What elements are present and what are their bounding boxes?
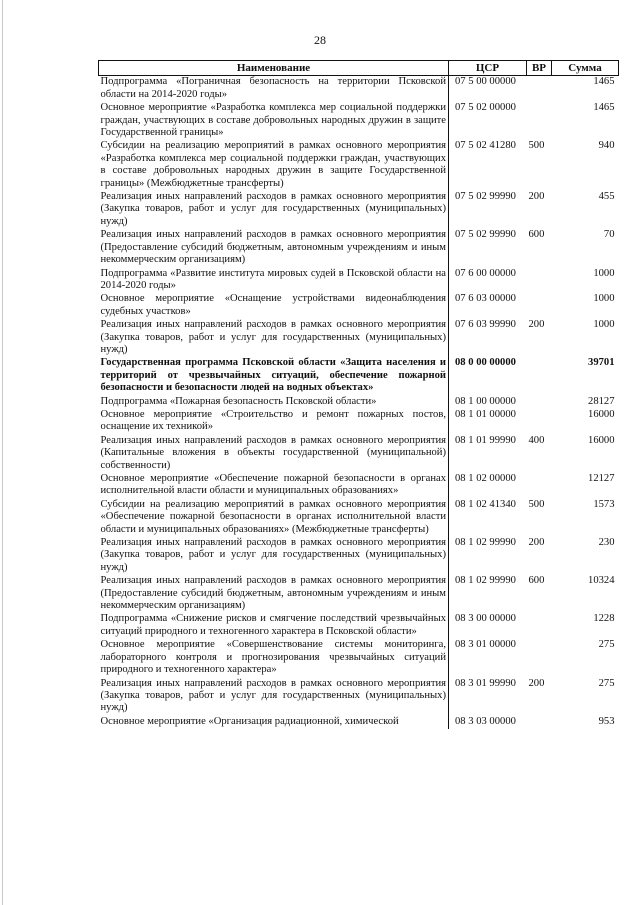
row-sum: 455	[598, 191, 615, 203]
table-row	[99, 499, 619, 537]
row-sum: 275	[598, 639, 615, 651]
row-name: Реализация иных направлений расходов в рамках основного мероприятия (Предоставление субсидий бюджетным, автономным учреждениям и иным некоммерческим организациям)	[99, 575, 449, 613]
header-csr: ЦСР	[449, 61, 527, 76]
row-vr	[527, 102, 552, 140]
row-sum: 953	[598, 715, 615, 727]
row-name: Основное мероприятие «Разработка комплекса мер социальной поддержки граждан, участвующих в составе добровольных народных дружин в защите Государственной границы»	[99, 102, 449, 140]
table-row	[99, 716, 619, 729]
table-row	[99, 678, 619, 716]
row-name: Подпрограмма «Снижение рисков и смягчение последствий чрезвычайных ситуаций природного и техногенного характера в Псковской области»	[99, 613, 449, 639]
table-row	[99, 229, 619, 267]
row-vr	[527, 409, 552, 435]
row-csr: 08 3 00 00000	[455, 613, 516, 625]
table-row	[99, 435, 619, 473]
row-sum: 1000	[593, 267, 615, 279]
row-name: Реализация иных направлений расходов в рамках основного мероприятия (Закупка товаров, работ и услуг для государственных (муниципальных) нужд)	[99, 678, 449, 716]
row-csr: 08 1 02 41340	[455, 498, 516, 510]
table-row	[99, 613, 619, 639]
row-vr	[527, 613, 552, 639]
row-csr: 08 0 00 00000	[455, 357, 516, 369]
header-vr: ВР	[527, 61, 552, 76]
row-name: Подпрограмма «Пожарная безопасность Псковской области»	[99, 396, 449, 409]
scan-left-edge	[2, 0, 3, 905]
header-name: Наименование	[99, 61, 449, 76]
row-vr	[527, 396, 552, 409]
table-row	[99, 268, 619, 294]
row-sum: 1228	[593, 613, 615, 625]
row-vr	[527, 639, 552, 677]
row-vr	[527, 473, 552, 499]
row-name: Основное мероприятие «Совершенствование системы мониторинга, лабораторного контроля и прогнозирования чрезвычайных ситуаций природного и техногенного характера»	[99, 639, 449, 677]
row-vr: 200	[528, 191, 545, 203]
row-csr: 08 1 01 99990	[455, 434, 516, 446]
row-sum: 1000	[593, 293, 615, 305]
row-sum: 39701	[588, 357, 615, 369]
table-row	[99, 191, 619, 229]
table-row	[99, 319, 619, 357]
row-name: Подпрограмма «Развитие института мировых судей в Псковской области на 2014-2020 годы»	[99, 268, 449, 294]
row-name: Реализация иных направлений расходов в рамках основного мероприятия (Закупка товаров, работ и услуг для государственных (муниципальных) нужд)	[99, 537, 449, 575]
row-csr: 07 5 02 00000	[455, 102, 516, 114]
row-name: Субсидии на реализацию мероприятий в рамках основного мероприятия «Разработка комплекса мер социальной поддержки граждан, участвующих в составе добровольных народных дружин в защите Государственной границы» (Межбюджетные трансферты)	[99, 140, 449, 191]
row-csr: 08 1 02 99990	[455, 537, 516, 549]
row-vr: 600	[528, 575, 545, 587]
row-name: Государственная программа Псковской области «Защита населения и территорий от чрезвычайных ситуаций, обеспечение пожарной безопасности и безопасности людей на водных объектах»	[99, 357, 449, 395]
row-name: Основное мероприятие «Строительство и ремонт пожарных постов, оснащение их техникой»	[99, 409, 449, 435]
row-sum: 940	[598, 140, 615, 152]
row-sum: 1000	[593, 319, 615, 331]
table-row	[99, 396, 619, 409]
row-sum: 1465	[593, 102, 615, 114]
table-row	[99, 575, 619, 613]
row-csr: 08 1 02 00000	[455, 473, 516, 484]
row-name: Реализация иных направлений расходов в рамках основного мероприятия (Закупка товаров, работ и услуг для государственных (муниципальных) нужд)	[99, 191, 449, 229]
row-vr	[527, 357, 552, 395]
row-name: Реализация иных направлений расходов в рамках основного мероприятия (Закупка товаров, работ и услуг для государственных (муниципальных) нужд)	[99, 319, 449, 357]
row-vr	[527, 716, 552, 729]
row-sum: 275	[598, 677, 615, 689]
row-csr: 07 5 02 99990	[455, 191, 516, 203]
row-sum: 28127	[588, 395, 615, 407]
row-sum: 16000	[588, 408, 615, 420]
row-csr: 08 1 00 00000	[455, 395, 516, 407]
row-csr: 07 6 00 00000	[455, 267, 516, 279]
row-csr: 08 3 03 00000	[455, 715, 516, 727]
table-row	[99, 293, 619, 319]
row-sum: 230	[598, 537, 615, 549]
table-row	[99, 357, 619, 395]
row-name: Подпрограмма «Пограничная безопасность на территории Псковской области на 2014-2020 годы»	[99, 76, 449, 102]
row-csr: 08 1 01 00000	[455, 408, 516, 420]
page-number: 28	[314, 33, 326, 47]
table-row	[99, 639, 619, 677]
row-csr: 07 6 03 00000	[455, 293, 516, 305]
row-sum: 12127	[588, 473, 615, 484]
row-sum: 10324	[588, 575, 615, 587]
row-name: Основное мероприятие «Оснащение устройствами видеонаблюдения судебных участков»	[99, 293, 449, 319]
table-row	[99, 76, 619, 102]
table-row	[99, 409, 619, 435]
table-row	[99, 102, 619, 140]
row-name: Субсидии на реализацию мероприятий в рамках основного мероприятия «Обеспечение пожарной безопасности в органах исполнительной власти области и муниципальных образованиях» (Межбюджетные трансферты)	[99, 499, 449, 537]
row-csr: 08 3 01 00000	[455, 639, 516, 651]
row-sum: 16000	[588, 434, 615, 446]
row-vr: 200	[528, 537, 545, 549]
row-name: Реализация иных направлений расходов в рамках основного мероприятия (Предоставление субсидий бюджетным, автономным учреждениям и иным некоммерческим организациям)	[99, 229, 449, 267]
row-vr	[527, 268, 552, 294]
row-csr: 08 3 01 99990	[455, 677, 516, 689]
table-body	[99, 76, 619, 729]
table-row	[99, 140, 619, 191]
row-name: Реализация иных направлений расходов в рамках основного мероприятия (Капитальные вложения в объекты государственной (муниципальной) собственности)	[99, 435, 449, 473]
row-name: Основное мероприятие «Организация радиационной, химической	[99, 716, 449, 729]
row-name: Основное мероприятие «Обеспечение пожарной безопасности в органах исполнительной власти области и муниципальных образованиях»	[99, 473, 449, 499]
row-vr: 500	[528, 140, 545, 152]
row-vr: 400	[528, 434, 545, 446]
row-csr: 07 5 00 00000	[449, 76, 527, 102]
row-sum: 70	[603, 229, 615, 241]
row-csr: 08 1 02 99990	[455, 575, 516, 587]
row-csr: 07 6 03 99990	[455, 319, 516, 331]
row-sum: 1465	[552, 76, 619, 102]
row-vr: 500	[528, 498, 545, 510]
row-sum: 1573	[593, 498, 615, 510]
table-header-row	[99, 61, 619, 76]
row-csr: 07 5 02 41280	[455, 140, 516, 152]
table-row	[99, 473, 619, 499]
row-vr: 600	[528, 229, 545, 241]
row-vr	[527, 76, 552, 102]
row-vr	[527, 293, 552, 319]
budget-table	[98, 60, 619, 729]
row-vr: 200	[528, 677, 545, 689]
header-sum: Сумма	[552, 61, 619, 76]
row-vr: 200	[528, 319, 545, 331]
row-csr: 07 5 02 99990	[455, 229, 516, 241]
table-row	[99, 537, 619, 575]
